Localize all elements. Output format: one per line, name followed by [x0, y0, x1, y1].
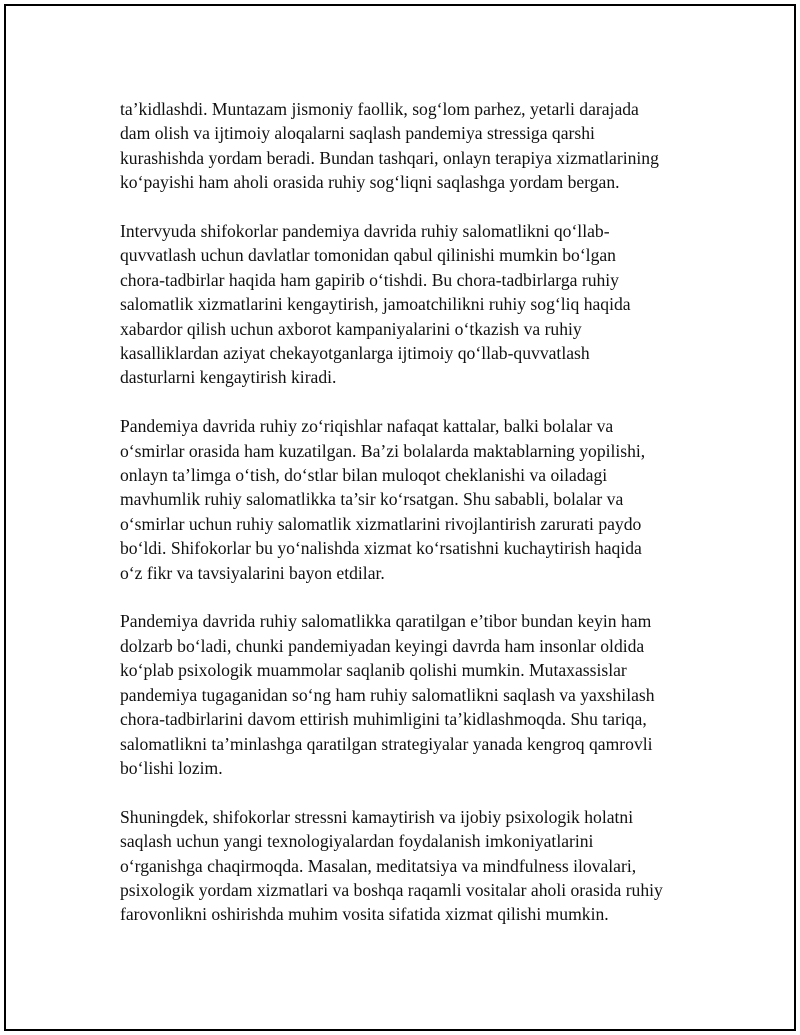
text-line: salomatlik xizmatlarini kengaytirish, jamoatchilikni ruhiy sog‘liq haqida: [120, 294, 631, 315]
text-line: Pandemiya davrida ruhiy zo‘riqishlar nafaqat kattalar, balki bolalar va: [120, 416, 614, 437]
text-line: Intervyuda shifokorlar pandemiya davrida ruhiy salomatlikni qo‘llab-: [120, 221, 610, 242]
text-line: dam olish va ijtimoiy aloqalarni saqlash pandemiya stressiga qarshi: [120, 123, 595, 144]
text-line: bo‘ldi. Shifokorlar bu yo‘nalishda xizmat ko‘rsatishni kuchaytirish haqida: [120, 538, 642, 559]
document-body: [120, 97, 700, 927]
text-line: saqlash uchun yangi texnologiyalardan foydalanish imkoniyatlarini: [120, 831, 594, 852]
paragraph: [120, 219, 700, 390]
paragraph: [120, 97, 700, 195]
text-line: chora-tadbirlar haqida ham gapirib o‘tishdi. Bu chora-tadbirlarga ruhiy: [120, 269, 619, 290]
text-line: bo‘lishi lozim.: [120, 757, 223, 778]
text-line: Pandemiya davrida ruhiy salomatlikka qaratilgan e’tibor bundan keyin ham: [120, 611, 652, 632]
text-line: o‘smirlar orasida ham kuzatilgan. Ba’zi bolalarda maktablarning yopilishi,: [120, 440, 646, 461]
page-frame: [4, 4, 796, 1031]
text-line: psixologik yordam xizmatlari va boshqa raqamli vositalar aholi orasida ruhiy: [120, 879, 663, 900]
text-line: ta’kidlashdi. Muntazam jismoniy faollik, sog‘lom parhez, yetarli darajada: [120, 99, 639, 119]
text-line: dolzarb bo‘ladi, chunki pandemiyadan keyingi davrda ham insonlar oldida: [120, 635, 645, 656]
text-line: kasalliklardan aziyat chekayotganlarga ijtimoiy qo‘llab-quvvatlash: [120, 343, 590, 364]
text-line: chora-tadbirlarini davom ettirish muhimligini ta’kidlashmoqda. Shu tariqa,: [120, 709, 647, 730]
text-line: ko‘payishi ham aholi orasida ruhiy sog‘liqni saqlashga yordam bergan.: [120, 172, 620, 193]
paragraph: [120, 414, 700, 585]
text-line: Shuningdek, shifokorlar stressni kamaytirish va ijobiy psixologik holatni: [120, 806, 634, 827]
text-line: quvvatlash uchun davlatlar tomonidan qabul qilinishi mumkin bo‘lgan: [120, 245, 616, 266]
paragraph: [120, 805, 700, 927]
text-line: xabardor qilish uchun axborot kampaniyalarini o‘tkazish va ruhiy: [120, 318, 582, 339]
text-line: o‘rganishga chaqirmoqda. Masalan, meditatsiya va mindfulness ilovalari,: [120, 855, 637, 876]
text-line: farovonlikni oshirishda muhim vosita sifatida xizmat qilishi mumkin.: [120, 904, 609, 925]
text-line: mavhumlik ruhiy salomatlikka ta’sir ko‘rsatgan. Shu sababli, bolalar va: [120, 489, 624, 510]
text-line: kurashishda yordam beradi. Bundan tashqari, onlayn terapiya xizmatlarining: [120, 147, 659, 168]
text-line: ko‘plab psixologik muammolar saqlanib qolishi mumkin. Mutaxassislar: [120, 660, 627, 681]
text-line: salomatlikni ta’minlashga qaratilgan strategiyalar yanada kengroq qamrovli: [120, 733, 653, 754]
text-line: pandemiya tugaganidan so‘ng ham ruhiy salomatlikni saqlash va yaxshilash: [120, 684, 655, 705]
text-line: o‘z fikr va tavsiyalarini bayon etdilar.: [120, 562, 385, 583]
paragraph: [120, 609, 700, 780]
text-line: dasturlarni kengaytirish kiradi.: [120, 367, 337, 388]
text-line: o‘smirlar uchun ruhiy salomatlik xizmatlarini rivojlantirish zarurati paydo: [120, 513, 642, 534]
text-line: onlayn ta’limga o‘tish, do‘stlar bilan muloqot cheklanishi va oiladagi: [120, 465, 608, 486]
